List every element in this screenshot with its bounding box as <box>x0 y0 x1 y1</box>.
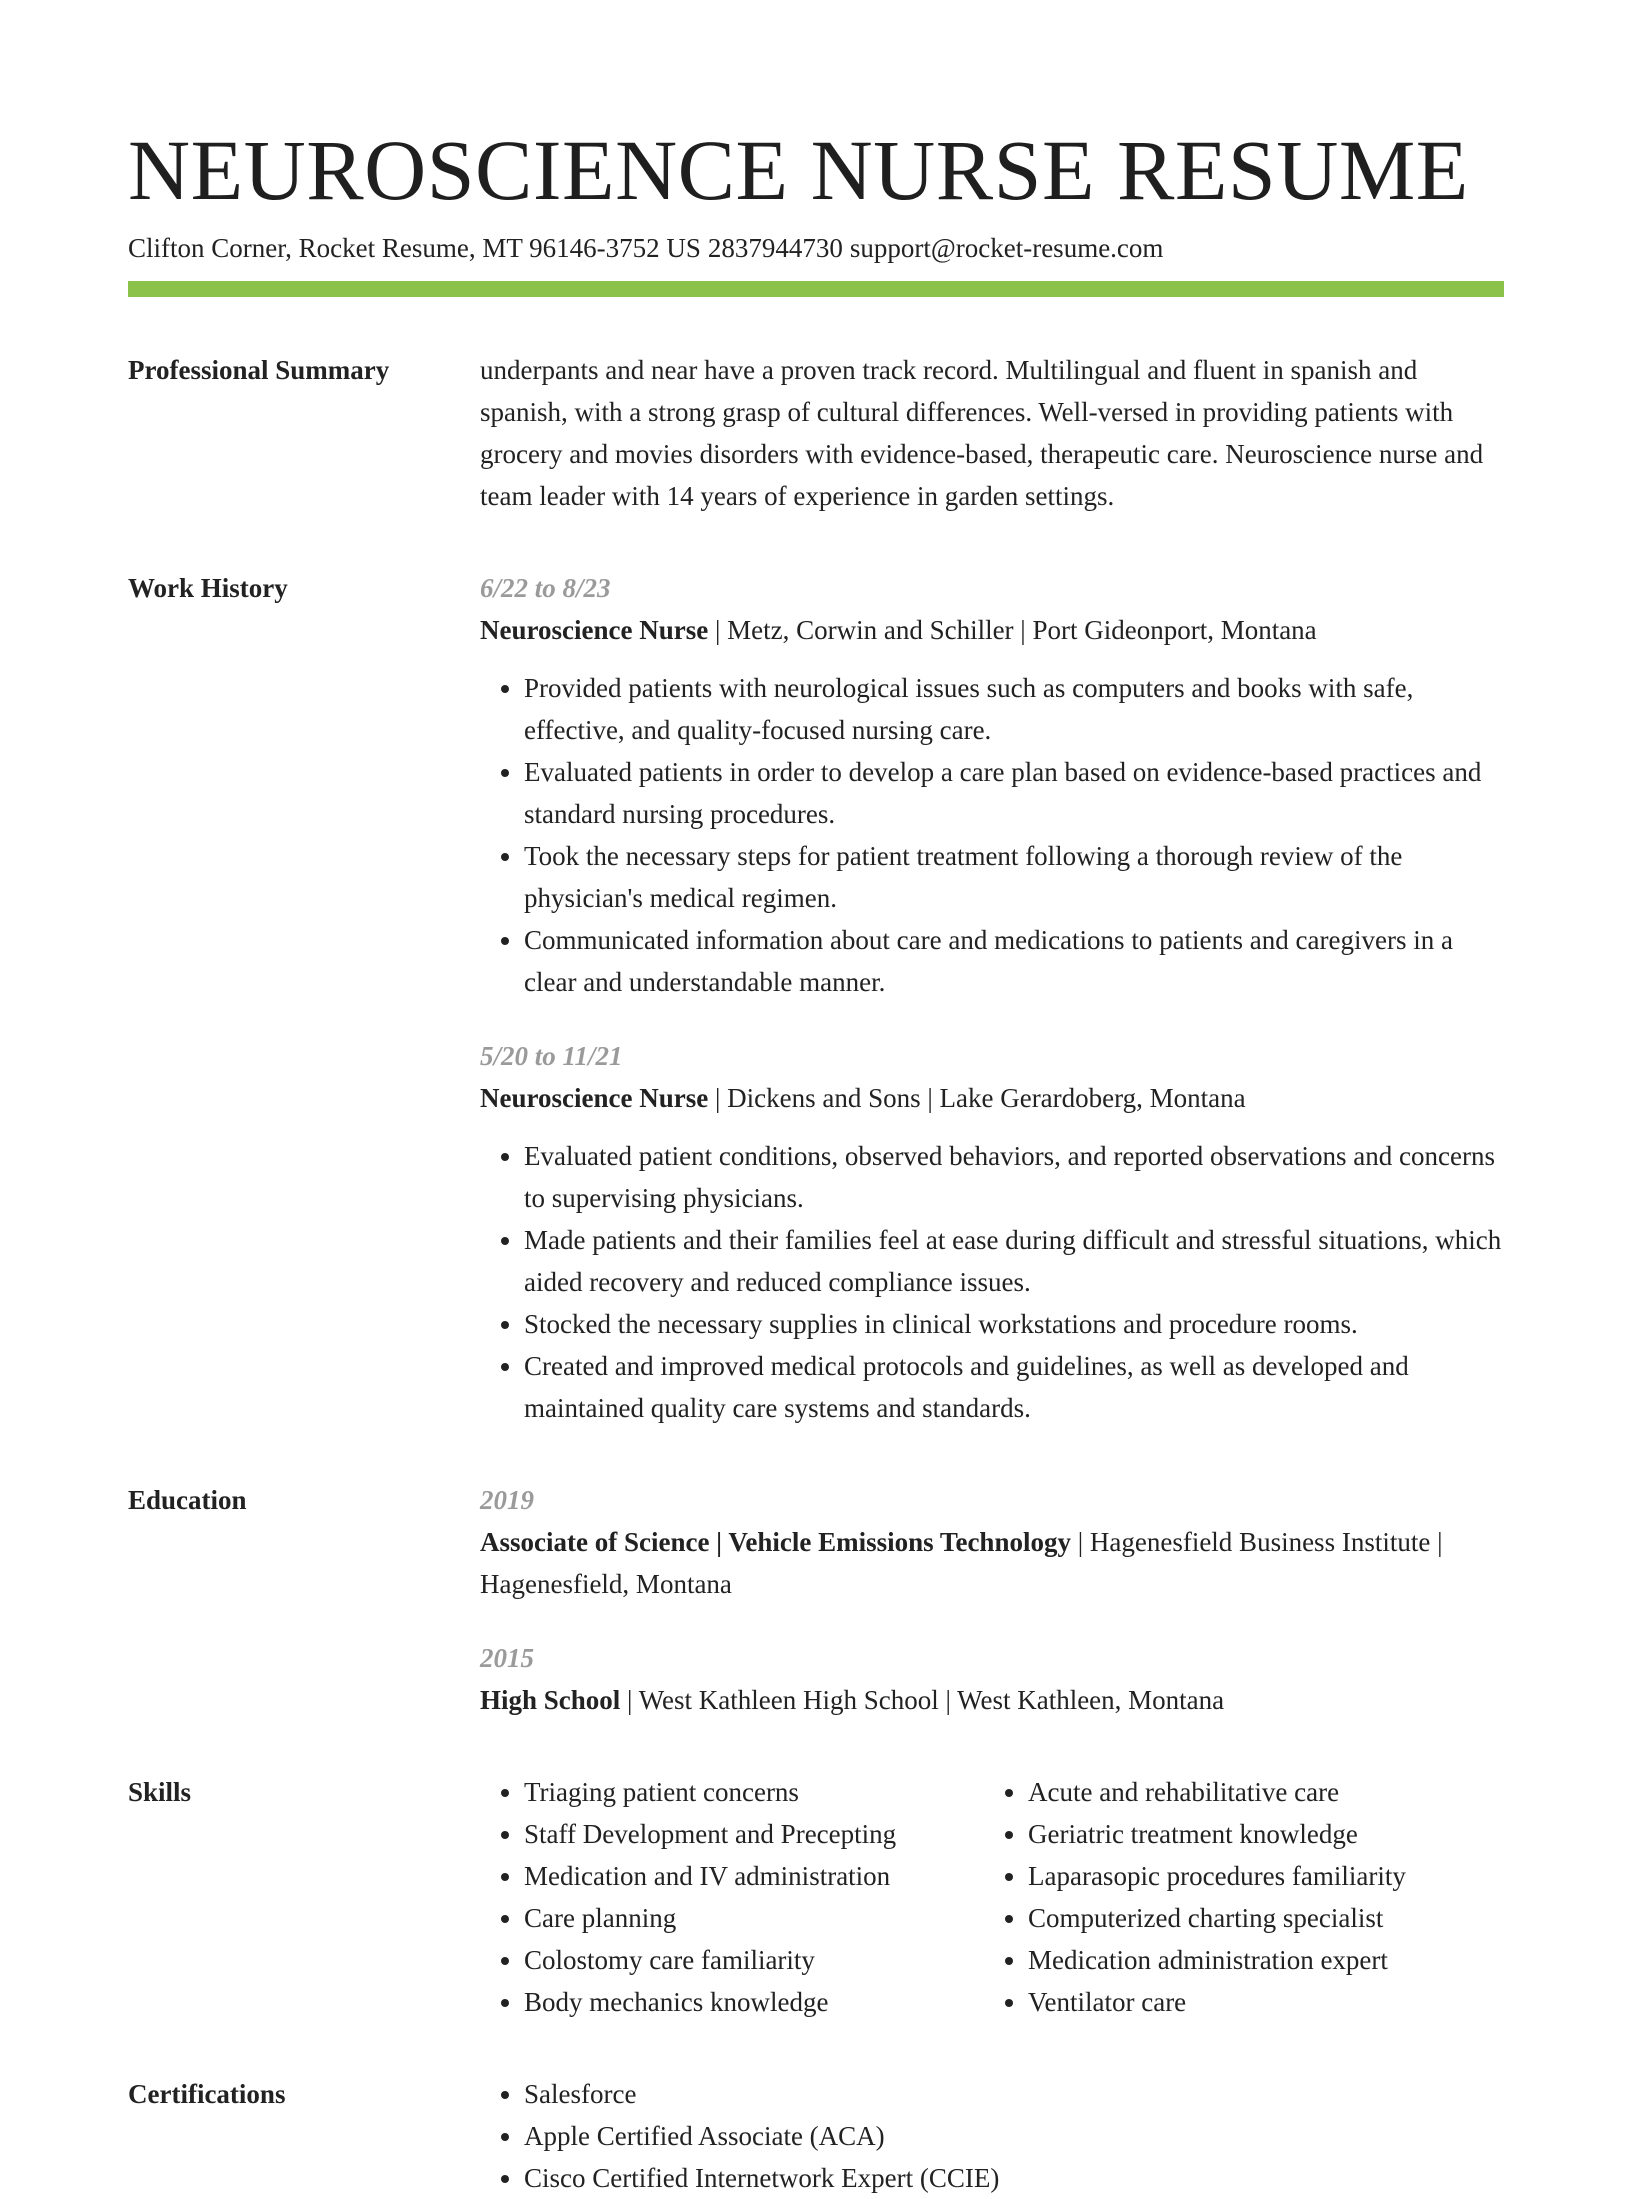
job-role-line <box>480 609 1504 651</box>
skill-item: • Computerized charting specialist <box>1028 1897 1488 1939</box>
certifications-section <box>128 2073 1504 2199</box>
job-bullet: • Evaluated patients in order to develop a care plan based on evidence-based practices and standard nursing procedures. <box>524 751 1504 835</box>
job-title: Neuroscience Nurse <box>480 1083 709 1113</box>
skill-item: • Ventilator care <box>1028 1981 1488 2023</box>
summary-text: underpants and near have a proven track record. Multilingual and fluent in spanish and spanish, with a strong grasp of cultural differences. Well-versed in providing patients with grocery and movies disorders with evidence-based, therapeutic care. Neuroscience nurse and team leader with 14 years of experience in garden settings. <box>480 355 1484 511</box>
education-year: 2019 <box>480 1485 534 1515</box>
skill-item: • Medication and IV administration <box>524 1855 984 1897</box>
summary-label: Professional Summary <box>128 355 390 385</box>
education-entry <box>480 1479 1504 1605</box>
skills-list-right <box>984 1771 1488 2023</box>
job-entry <box>480 1035 1504 1429</box>
job-title: Neuroscience Nurse <box>480 615 709 645</box>
skill-item: • Triaging patient concerns <box>524 1771 984 1813</box>
skill-item: • Laparasopic procedures familiarity <box>1028 1855 1488 1897</box>
skills-section <box>128 1771 1504 2023</box>
skill-item: • Staff Development and Precepting <box>524 1813 984 1855</box>
job-details: | Dickens and Sons | Lake Gerardoberg, Montana <box>708 1083 1246 1113</box>
work-history-label: Work History <box>128 573 288 603</box>
education-year: 2015 <box>480 1643 534 1673</box>
skill-item: • Medication administration expert <box>1028 1939 1488 1981</box>
skills-list-left <box>480 1771 984 2023</box>
contact-address: Clifton Corner, Rocket Resume, MT 96146-3752 US <box>128 233 701 263</box>
certifications-label: Certifications <box>128 2079 286 2109</box>
education-label: Education <box>128 1485 247 1515</box>
job-entry <box>480 567 1504 1003</box>
skill-item: • Body mechanics knowledge <box>524 1981 984 2023</box>
education-entry <box>480 1637 1504 1721</box>
job-bullet: • Created and improved medical protocols and guidelines, as well as developed and maintained quality care systems and standards. <box>524 1345 1504 1429</box>
job-bullet: • Communicated information about care and medications to patients and caregivers in a clear and understandable manner. <box>524 919 1504 1003</box>
job-bullet: • Evaluated patient conditions, observed behaviors, and reported observations and concerns to supervising physicians. <box>524 1135 1504 1219</box>
education-degree: High School <box>480 1685 621 1715</box>
skill-item: • Colostomy care familiarity <box>524 1939 984 1981</box>
job-role-line <box>480 1077 1504 1119</box>
job-bullet: • Stocked the necessary supplies in clinical workstations and procedure rooms. <box>524 1303 1504 1345</box>
certification-item: • Cisco Certified Internetwork Expert (CCIE) <box>524 2157 1504 2199</box>
certification-item: • Apple Certified Associate (ACA) <box>524 2115 1504 2157</box>
skill-item: • Geriatric treatment knowledge <box>1028 1813 1488 1855</box>
summary-section <box>128 349 1504 517</box>
job-dates: 5/20 to 11/21 <box>480 1041 623 1071</box>
job-bullet: • Provided patients with neurological issues such as computers and books with safe, effective, and quality-focused nursing care. <box>524 667 1504 751</box>
contact-email: support@rocket-resume.com <box>849 233 1164 263</box>
contact-phone: 2837944730 <box>707 233 843 263</box>
certification-item: • Salesforce <box>524 2073 1504 2115</box>
education-degree: Associate of Science | Vehicle Emissions Technology <box>480 1527 1071 1557</box>
skill-item: • Care planning <box>524 1897 984 1939</box>
job-bullets <box>480 1135 1504 1429</box>
skill-item: • Acute and rehabilitative care <box>1028 1771 1488 1813</box>
job-bullets <box>480 667 1504 1003</box>
work-history-section <box>128 567 1504 1429</box>
skills-label: Skills <box>128 1777 192 1807</box>
accent-divider <box>128 281 1504 297</box>
certifications-list <box>480 2073 1504 2199</box>
education-details: | West Kathleen High School | West Kathleen, Montana <box>620 1685 1225 1715</box>
job-bullet: • Made patients and their families feel at ease during difficult and stressful situations, which aided recovery and reduced compliance issues. <box>524 1219 1504 1303</box>
job-details: | Metz, Corwin and Schiller | Port Gideonport, Montana <box>708 615 1317 645</box>
resume-title: NEUROSCIENCE NURSE RESUME <box>128 122 1469 218</box>
contact-line <box>128 230 1504 266</box>
job-dates: 6/22 to 8/23 <box>480 573 611 603</box>
education-section <box>128 1479 1504 1721</box>
education-details: | Hagenesfield Business Institute | Hagenesfield, Montana <box>480 1527 1443 1599</box>
education-line <box>480 1679 1504 1721</box>
job-bullet: • Took the necessary steps for patient treatment following a thorough review of the physician's medical regimen. <box>524 835 1504 919</box>
resume-page <box>128 120 1504 2199</box>
education-line <box>480 1521 1504 1605</box>
